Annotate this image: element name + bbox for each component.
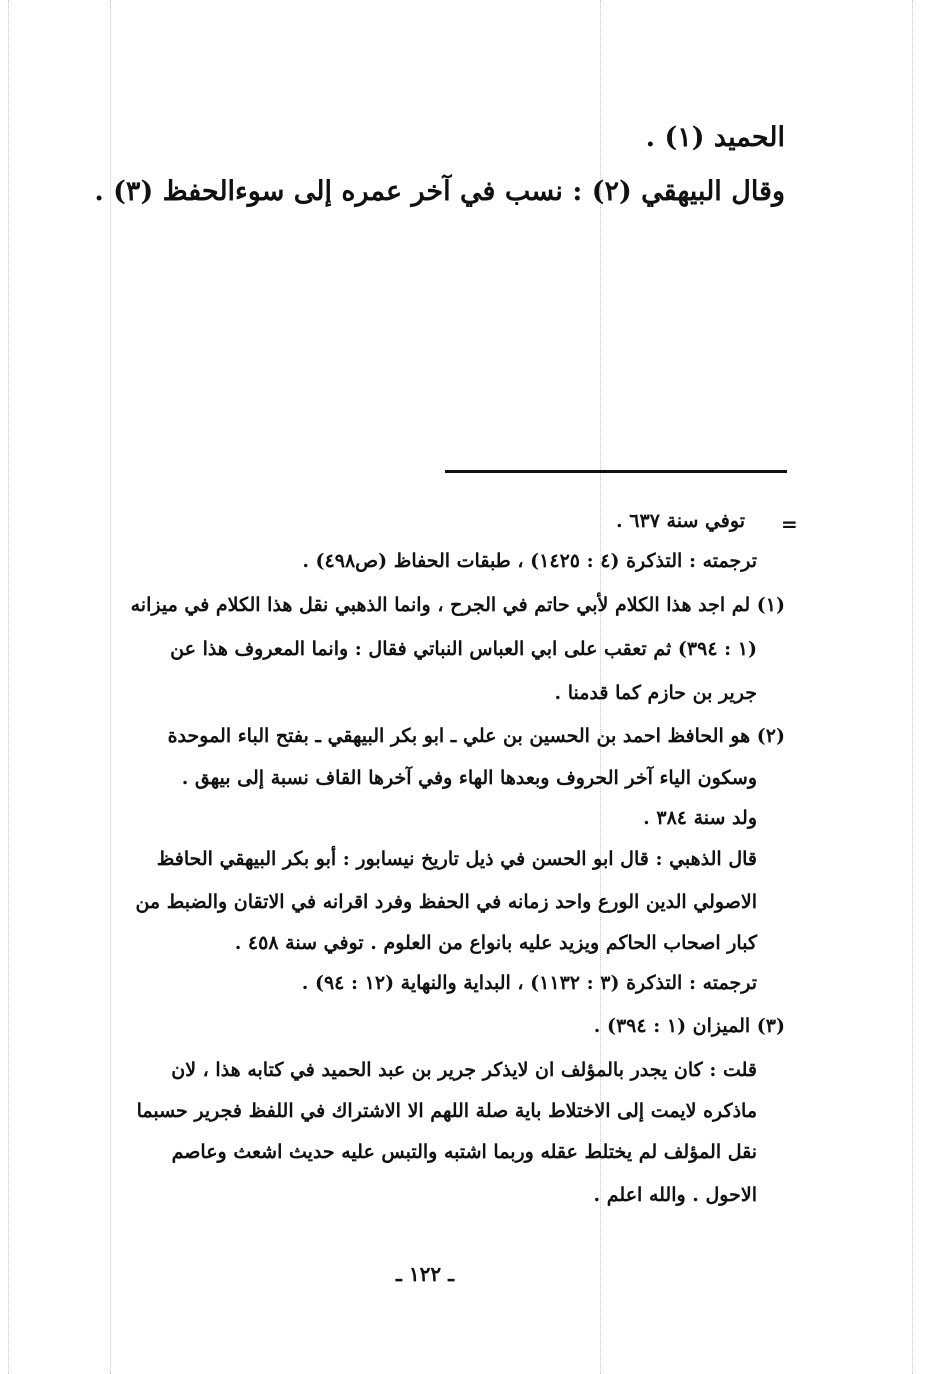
footnote-separator bbox=[445, 470, 787, 473]
main-text-line-2: وقال البيهقي (٢) : نسب في آخر عمره إلى سوءالحفظ (٣) . bbox=[94, 176, 785, 207]
footnote-line: ترجمته : التذكرة (٤ : ١٤٢٥) ، طبقات الحفاظ (ص٤٩٨) . bbox=[302, 550, 757, 572]
scan-guide-line bbox=[912, 0, 913, 1374]
footnote-line: (٢) هو الحافظ احمد بن الحسين بن علي ـ ابو بكر البيهقي ـ بفتح الباء الموحدة bbox=[167, 725, 785, 747]
footnote-line: (١ : ٣٩٤) ثم تعقب على ابي العباس النباتي فقال : وانما المعروف هذا عن bbox=[170, 638, 757, 660]
footnote-line: وسكون الياء آخر الحروف وبعدها الهاء وفي آخرها القاف نسبة إلى بيهق . bbox=[181, 767, 757, 789]
page-number: ـ ١٢٢ ـ bbox=[396, 1262, 454, 1286]
footnote-continuation-mark: = bbox=[781, 512, 798, 536]
footnote-line: ولد سنة ٣٨٤ . bbox=[643, 807, 757, 829]
footnote-line: الاحول . والله اعلم . bbox=[593, 1184, 757, 1206]
main-text-line-1: الحميد (١) . bbox=[645, 122, 785, 153]
footnote-line: قلت : كان يجدر بالمؤلف ان لايذكر جرير بن عبد الحميد في كتابه هذا ، لان bbox=[171, 1059, 757, 1081]
footnote-line: ترجمته : التذكرة (٣ : ١١٣٢) ، البداية والنهاية (١٢ : ٩٤) . bbox=[301, 972, 757, 994]
footnote-line: كبار اصحاب الحاكم ويزيد عليه بانواع من العلوم . توفي سنة ٤٥٨ . bbox=[234, 932, 757, 954]
footnote-line: (٣) الميزان (١ : ٣٩٤) . bbox=[593, 1015, 785, 1037]
footnote-line: جرير بن حازم كما قدمنا . bbox=[554, 682, 757, 704]
footnote-line: (١) لم اجد هذا الكلام لأبي حاتم في الجرح ، وانما الذهبي نقل هذا الكلام في ميزانه bbox=[130, 594, 785, 616]
scan-guide-line bbox=[8, 0, 9, 1374]
footnote-line: الاصولي الدين الورع واحد زمانه في الحفظ وفرد اقرانه في الاتقان والضبط من bbox=[135, 891, 757, 913]
footnote-line: قال الذهبي : قال ابو الحسن في ذيل تاريخ نيسابور : أبو بكر البيهقي الحافظ bbox=[156, 848, 757, 870]
footnote-line: توفي سنة ٦٣٧ . bbox=[616, 510, 745, 532]
footnote-line: ماذكره لايمت إلى الاختلاط باية صلة اللهم الا الاشتراك في اللفظ فجرير حسبما bbox=[136, 1100, 757, 1122]
footnote-line: نقل المؤلف لم يختلط عقله وربما اشتبه والتبس عليه حديث اشعث وعاصم bbox=[171, 1141, 757, 1163]
